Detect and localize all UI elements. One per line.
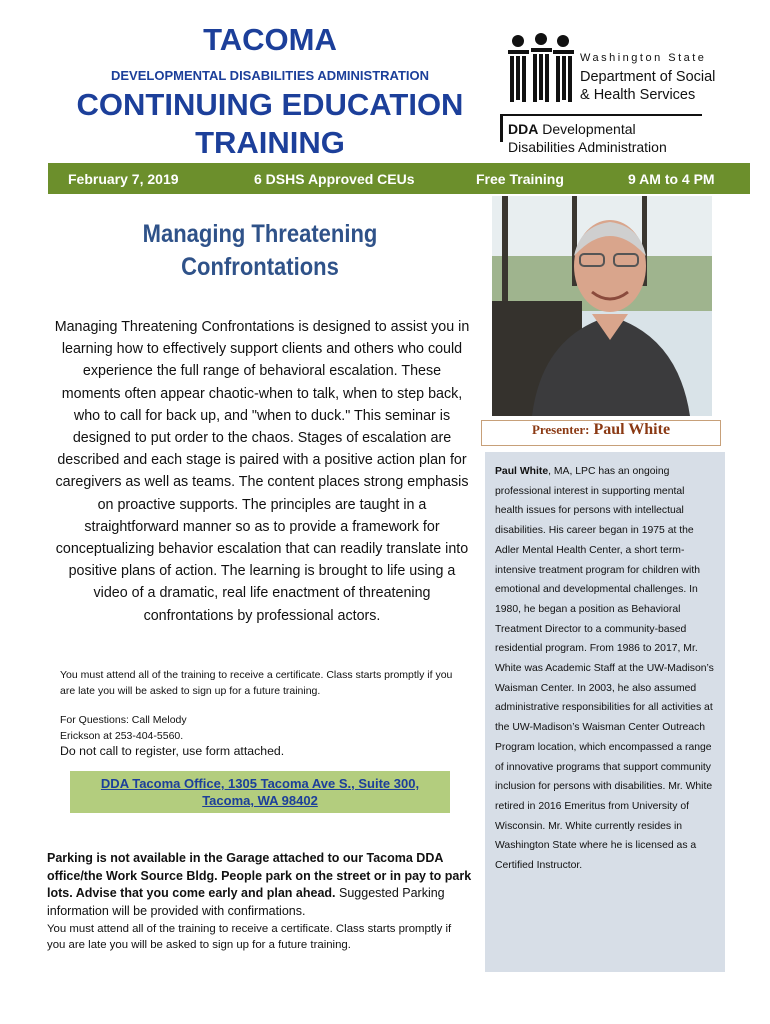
header-city: TACOMA <box>203 22 337 57</box>
logo-department <box>580 68 715 104</box>
training-time: 9 AM to 4 PM <box>628 171 715 187</box>
presenter-heading <box>481 420 721 446</box>
logo-department-line1: Department of Social <box>580 69 716 85</box>
training-date: February 7, 2019 <box>68 171 179 187</box>
training-cost: Free Training <box>476 171 564 187</box>
bio-text: , MA, LPC has an ongoing professional interest in supporting mental health issues for persons with intellectual disabilities. His career began in 1975 at the Adler Mental Health Center, a short term-intensive treatment program for children with emotional and developmental challenges. In 1980, he began a position as Behavioral Treatment Director to a community-based residential program. From 1986 to 2017, Mr. White was Academic Staff at the UW-Madison’s Waisman Center. In 2003, he also assumed administrative responsibilities for all activities at the UW-Madison’s Waisman Center Outreach Program location, which encompassed a range of innovative programs that support community inclusion for persons with disabilities. Mr. White retired in 2016 Emeritus from University of Wisconsin. Mr. White currently resides in Washington State where he is licensed as a Certified Instructor. <box>495 466 714 872</box>
parking-suggestion: Suggested Parking information will be provided with confirmations. <box>47 886 445 918</box>
info-bar <box>48 163 750 194</box>
presenter-label: Presenter: <box>531 422 590 437</box>
parking-warning: Parking is not available in the Garage attached to our Tacoma DDA office/the Work Source Bldg. People park on the street or in pay to park lots. Advise that you come early and plan ahead. <box>47 851 472 901</box>
questions-line3: Do not call to register, use form attached. <box>60 744 285 758</box>
questions-contact <box>60 713 440 760</box>
logo-department-line2: & Health Services <box>580 87 696 103</box>
presenter-name: Paul White <box>593 421 671 438</box>
dshs-people-icon <box>504 32 578 110</box>
dshs-logo <box>500 30 730 162</box>
logo-dda <box>508 120 667 156</box>
training-address <box>70 771 450 813</box>
logo-state: Washington State <box>580 52 707 64</box>
address-line2: Tacoma, WA 98402 <box>202 793 318 808</box>
logo-dda-abbr: DDA <box>508 121 539 137</box>
logo-dda-line2: Disabilities Administration <box>508 139 667 155</box>
bio-name: Paul White <box>495 466 549 477</box>
presenter-bio <box>485 452 725 972</box>
header-program-title: CONTINUING EDUCATION TRAINING <box>76 87 464 160</box>
training-ceus: 6 DSHS Approved CEUs <box>254 171 415 187</box>
logo-bar <box>500 114 503 142</box>
address-line1: DDA Tacoma Office, 1305 Tacoma Ave S., Suite 300, <box>100 776 420 791</box>
questions-line2: Erickson at 253-404-5560. <box>60 729 184 742</box>
logo-rule <box>500 114 702 116</box>
logo-dda-line1: Developmental <box>542 121 636 137</box>
parking-info <box>47 850 472 920</box>
attendance-note-2: You must attend all of the training to receive a certificate. Class starts promptly if you are late you will be asked to sign up for a future training. <box>47 923 452 951</box>
questions-line1: For Questions: Call Melody <box>60 714 187 726</box>
attendance-note: You must attend all of the training to receive a certificate. Class starts promptly if you are late you will be asked to sign up for a future training. <box>60 669 453 697</box>
presenter-photo <box>492 196 712 416</box>
course-description: Managing Threatening Confrontations is designed to assist you in learning how to effectively support clients and others who could experience the full range of behavioral escalation. These moments often appear chaotic-when to talk, when to step back, who to call for back up, and "when to duck." This seminar is designed to put order to the chaos. Stages of escalation are described and each stage is paired with a positive action plan for caregivers as well as teams. The content places strong emphasis on proactive supports. The principles are taught in a straightforward manner so as to provide a framework for conceptualizing behavior escalation that can readily translate into positive plans of action. The learning is brought to life using a video of a dramatic, real life enactment of threatening confrontations by professional actors. <box>54 319 470 624</box>
header-agency: DEVELOPMENTAL DISABILITIES ADMINISTRATION <box>110 68 430 83</box>
course-title: Managing Threatening Confrontations <box>142 220 378 281</box>
